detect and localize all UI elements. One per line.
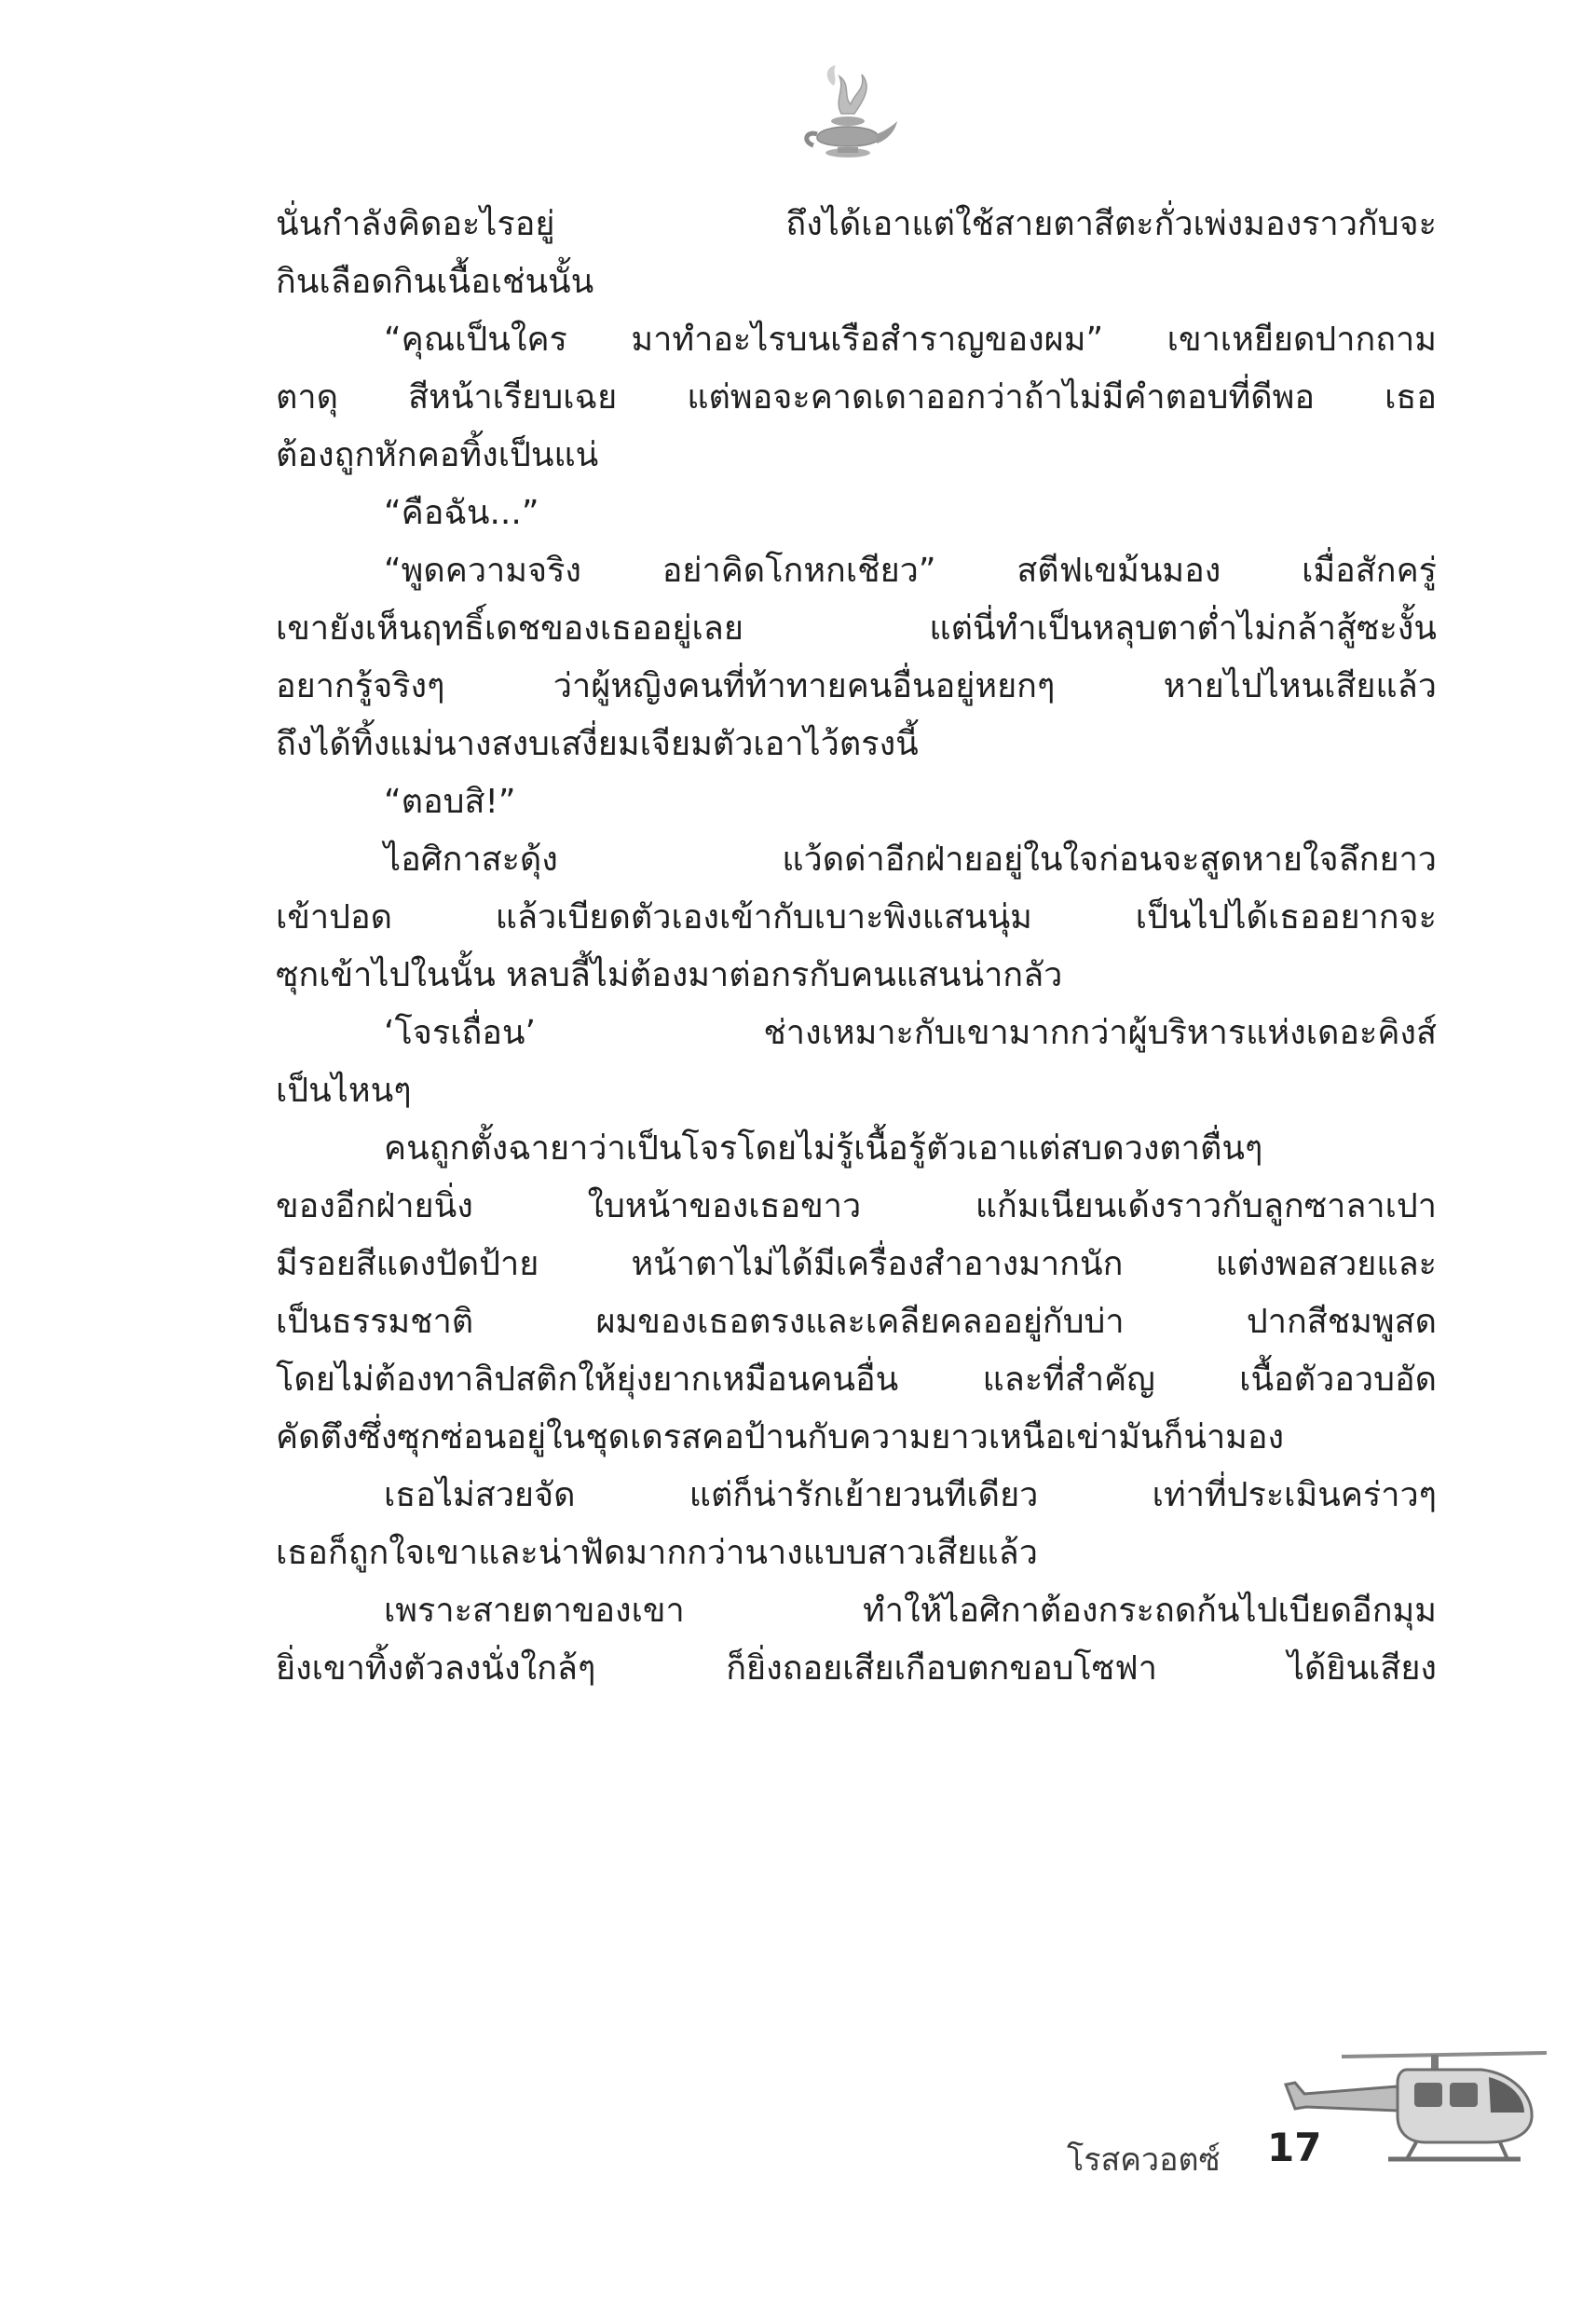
text-line: “ตอบสิ!” xyxy=(384,783,516,821)
magic-lamp-icon xyxy=(797,56,899,177)
text-line: ยิ่งเขาทิ้งตัวลงนั่งใกล้ๆ ก็ยิ่งถอยเสียเกือบตกขอบโซฟา ได้ยินเสียง xyxy=(276,1649,1437,1688)
text-line: กินเลือดกินเนื้อเช่นนั้น xyxy=(276,263,594,301)
text-line: ไอศิกาสะดุ้ง แว้ดด่าอีกฝ่ายอยู่ในใจก่อนจะสูดหายใจลึกยาว xyxy=(384,841,1437,879)
text-line: ของอีกฝ่ายนิ่ง ใบหน้าของเธอขาว แก้มเนียนเด้งราวกับลูกซาลาเปา xyxy=(276,1187,1437,1225)
text-line: “คือฉัน...” xyxy=(384,494,539,532)
text-line: ซุกเข้าไปในนั้น หลบลี้ไม่ต้องมาต่อกรกับคนแสนน่ากลัว xyxy=(276,956,1063,994)
book-title: โรสควอตซ์ xyxy=(1067,2141,1221,2179)
text-line: “พูดความจริง อย่าคิดโกหกเชียว” สตีฟเขม้นมอง เมื่อสักครู่ xyxy=(384,552,1437,590)
helicopter-icon xyxy=(1267,2045,1547,2167)
text-line: เป็นไหนๆ xyxy=(276,1072,412,1110)
body-text xyxy=(276,196,1437,1698)
text-line: ถึงได้ทิ้งแม่นางสงบเสงี่ยมเจียมตัวเอาไว้ตรงนี้ xyxy=(276,725,919,763)
text-line: เพราะสายตาของเขา ทำให้ไอศิกาต้องกระถดก้นไปเบียดอีกมุม xyxy=(384,1592,1437,1630)
text-line: เธอไม่สวยจัด แต่ก็น่ารักเย้ายวนทีเดียว เท่าที่ประเมินคร่าวๆ xyxy=(384,1476,1437,1514)
text-line: ‘โจรเถื่อน’ ช่างเหมาะกับเขามากกว่าผู้บริหารแห่งเดอะคิงส์ xyxy=(384,1014,1437,1052)
text-line: เป็นธรรมชาติ ผมของเธอตรงและเคลียคลออยู่กับบ่า ปากสีชมพูสด xyxy=(276,1303,1437,1341)
text-line: เขายังเห็นฤทธิ์เดชของเธออยู่เลย แต่นี่ทำเป็นหลุบตาต่ำไม่กล้าสู้ซะงั้น xyxy=(276,609,1437,648)
text-line: ตาดุ สีหน้าเรียบเฉย แต่พอจะคาดเดาออกว่าถ้าไม่มีคำตอบที่ดีพอ เธอ xyxy=(276,378,1437,417)
page-number: 17 xyxy=(1267,2125,1322,2170)
text-line: ต้องถูกหักคอทิ้งเป็นแน่ xyxy=(276,436,599,474)
text-line: โดยไม่ต้องทาลิปสติกให้ยุ่งยากเหมือนคนอื่น และที่สำคัญ เนื้อตัวอวบอัด xyxy=(276,1361,1437,1399)
text-line: นั่นกำลังคิดอะไรอยู่ ถึงได้เอาแต่ใช้สายตาสีตะกั่วเพ่งมองราวกับจะ xyxy=(276,205,1437,243)
text-line: เข้าปอด แล้วเบียดตัวเองเข้ากับเบาะพิงแสนนุ่ม เป็นไปได้เธออยากจะ xyxy=(276,898,1437,937)
text-line: “คุณเป็นใคร มาทำอะไรบนเรือสำราญของผม” เขาเหยียดปากถาม xyxy=(384,321,1437,359)
text-line: มีรอยสีแดงปัดป้าย หน้าตาไม่ได้มีเครื่องสำอางมากนัก แต่งพอสวยและ xyxy=(276,1245,1437,1283)
text-line: คนถูกตั้งฉายาว่าเป็นโจรโดยไม่รู้เนื้อรู้ตัวเอาแต่สบดวงตาตื่นๆ xyxy=(384,1129,1263,1168)
text-line: เธอก็ถูกใจเขาและน่าฟัดมากกว่านางแบบสาวเสียแล้ว xyxy=(276,1534,1038,1572)
text-line: คัดตึงซึ่งซุกซ่อนอยู่ในชุดเดรสคอป้านกับความยาวเหนือเข่ามันก็น่ามอง xyxy=(276,1418,1285,1456)
text-line: อยากรู้จริงๆ ว่าผู้หญิงคนที่ท้าทายคนอื่นอยู่หยกๆ หายไปไหนเสียแล้ว xyxy=(276,667,1437,705)
